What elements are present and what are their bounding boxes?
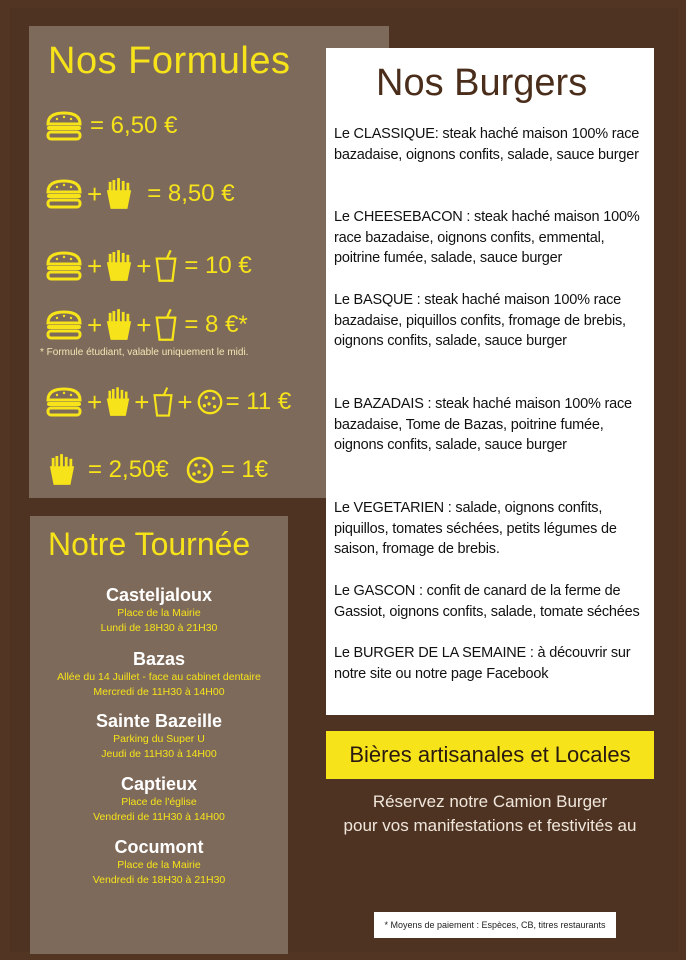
stop-town: Captieux: [120, 774, 198, 794]
plus-sign: +: [177, 386, 193, 417]
burger-item: Le CHEESEBACON : steak haché maison 100% race bazadaise, oignons confits, emmental, poitrine fumée, salade, sauce burger: [334, 209, 640, 266]
burger-item: Le VEGETARIEN : salade, oignons confits, piquillos, tomates séchées, petits légumes de saison, fromage de brebis.: [334, 500, 617, 557]
formula-price: = 1€: [220, 456, 269, 483]
reservation-line: Réservez notre Camion Burger: [372, 792, 608, 811]
burger-icon: [44, 179, 84, 209]
formula-row: [44, 382, 291, 422]
stop-town: Cocumont: [114, 837, 204, 857]
formules-title: Nos Formules: [48, 40, 291, 82]
stop-place: Place de la Mairie: [117, 607, 201, 619]
drink-cup-icon: [154, 307, 178, 343]
formula-row: [44, 305, 248, 345]
burger-item: Le BURGER DE LA SEMAINE : à découvrir sur notre site ou notre page Facebook: [334, 645, 631, 682]
drink-cup-icon: [154, 248, 178, 284]
plus-sign: +: [134, 386, 150, 417]
formula-price: = 6,50 €: [90, 112, 178, 139]
reservation-line: pour vos manifestations et festivités au: [343, 816, 637, 835]
tour-stop: [30, 710, 288, 762]
burger-icon: [44, 111, 84, 141]
formule-footnote: * Formule étudiant, valable uniquement le midi.: [40, 347, 249, 358]
plus-sign: +: [136, 309, 152, 340]
stop-place: Place de la Mairie: [117, 859, 201, 871]
plus-sign: +: [136, 250, 152, 281]
plus-sign: +: [87, 250, 103, 281]
fries-icon: [48, 453, 76, 487]
formula-row: [44, 174, 235, 214]
tour-stop: [30, 584, 288, 636]
stop-schedule: Vendredi de 11H30 à 14H00: [93, 811, 225, 823]
fries-icon: [105, 177, 133, 211]
stop-place: Parking du Super U: [113, 733, 205, 745]
stop-schedule: Lundi de 18H30 à 21H30: [100, 622, 218, 634]
plus-sign: +: [87, 386, 103, 417]
formula-row: [44, 106, 177, 146]
stop-place: Place de l'église: [121, 796, 197, 808]
stop-town: Casteljaloux: [105, 585, 213, 605]
formula-price: = 11 €: [225, 388, 292, 415]
stop-place: Allée du 14 Juillet - face au cabinet dentaire: [57, 671, 261, 683]
burger-icon: [44, 251, 84, 281]
cookie-icon: [196, 388, 224, 416]
stop-schedule: Vendredi de 18H30 à 21H30: [92, 874, 226, 886]
stop-town: Sainte Bazeille: [95, 711, 223, 731]
tour-stop: [30, 648, 288, 700]
burgers-title: Nos Burgers: [376, 62, 588, 104]
drink-cup-icon: [152, 385, 174, 419]
burger-item: Le BASQUE : steak haché maison 100% race bazadaise, piquillos confits, fromage de brebis, oignons confits, salade, sauce burger: [334, 292, 626, 349]
formula-price: = 10 €: [184, 252, 252, 279]
reservation-text: [300, 790, 680, 838]
tour-stop: [30, 836, 288, 888]
fries-icon: [105, 386, 131, 418]
burger-item: Le CLASSIQUE: steak haché maison 100% race bazadaise, oignons confits, salade, sauce burger: [334, 126, 640, 163]
plus-sign: +: [87, 309, 103, 340]
beer-banner: Bières artisanales et Locales: [326, 731, 654, 779]
formula-row: [44, 246, 252, 286]
burger-item: Le BAZADAIS : steak haché maison 100% race bazadaise, Tome de Bazas, poitrine fumée, oignons confits, salade, sauce burger: [334, 396, 632, 453]
tournee-title: Notre Tournée: [48, 526, 251, 562]
fries-icon: [105, 249, 133, 283]
burger-item: Le GASCON : confit de canard de la ferme de Gassiot, oignons confits, salade, tomate séchées: [334, 583, 640, 620]
stop-schedule: Mercredi de 11H30 à 14H00: [93, 686, 225, 698]
stop-town: Bazas: [132, 649, 186, 669]
payment-methods: * Moyens de paiement : Espèces, CB, titres restaurants: [374, 912, 616, 938]
tour-stop: [30, 773, 288, 825]
plus-sign: +: [87, 178, 103, 209]
formula-price: = 8 €*: [184, 311, 248, 338]
stop-schedule: Jeudi de 11H30 à 14H00: [101, 748, 217, 760]
cookie-icon: [185, 455, 215, 485]
burger-icon: [44, 310, 84, 340]
fries-icon: [105, 308, 133, 342]
formula-price: = 2,50€: [88, 456, 169, 483]
burger-icon: [44, 387, 84, 417]
formula-row: [44, 450, 268, 490]
formula-price: = 8,50 €: [147, 180, 235, 207]
